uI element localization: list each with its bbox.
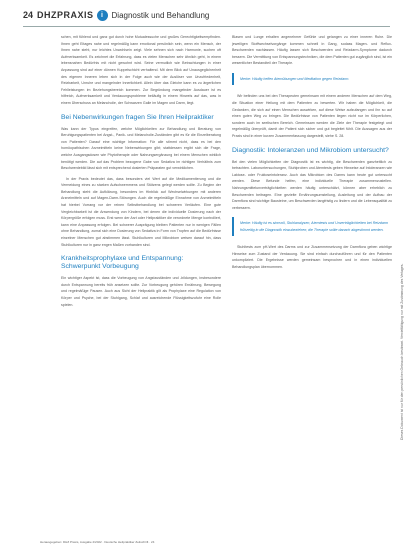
- copyright-side-note: Dieses Dokument ist nur für den persönlichen Gebrauch bestimmt. Vervielfältigung nur mit Zustimmung des Verlages.: [400, 263, 404, 440]
- info-logo-icon: i: [97, 10, 108, 21]
- section-heading: Diagnostik: Intoleranzen und Mikrobiom untersucht?: [232, 146, 389, 154]
- note-box: Merke: Häufig helfen Atemübungen und Meditation gegen Reizdarm.: [232, 73, 392, 85]
- section-heading: Bei Nebenwirkungen fragen Sie Ihren Heilpraktiker: [61, 113, 214, 121]
- section-title: Diagnostik und Behandlung: [111, 10, 210, 20]
- header-divider: [23, 26, 390, 27]
- paragraph: In der Praxis bedeutet das, dass besonders viel Wert auf die Medikamentierung und die Vermeidung eines zu starken Aufschwemmens und Stützens gelegt werden sollte. Zu Beginn der Behandlung steht die Aufklärung, besonders im Hinblick auf Wechselwirkungen mit anderen Arzneimitteln und auf Magen-Darm-Störungen. Auch die regelmäßige Einnahme von Arzneimitteln hat hierbei Vorrang vor der reinen Selbstbehandlung bei schweren Verläufen. Eine gute Vergleichbarkeit ist die Anwendung von Kindern, bei denen die individuelle Dosierung nach der Körpergröße erfolgen muss. Erst wenn der Arzt oder Heilpraktiker die verordnete Menge kontrolliert, kann eine Anpassung erfolgen. Bei schwerer Ausprägung bleiben Patienten nur in wenigen Fällen ohne Behandlung, zumal sich eine Dosierung von Sedativa in Form von Tropfen auf die Bedürfnisse einzelner Menschen gut abstimmen lässt. Stuhlkulturen und Mikrobiom weisen darauf hin, dass Stuhlkulturen nur in ganz engen Maßen vorhanden sind.: [61, 176, 221, 247]
- page-footer: Herausgegeben: DHZ Praxis, Ausgabe 2/2022 · Deutsche Heilpraktiker Zeitschrift · 24: [40, 540, 155, 544]
- right-column: [232, 34, 392, 274]
- paragraph: Wir befinden uns bei den Therapeuten gemeinsam mit einem anderen Menschen auf dem Weg, die Situation einer Heilung mit dem Patienten zu bewerten. Wir haben die Möglichkeit, die Gedanken, die sich auf einen Menschen auswirken, auf diese Weise aufzufangen und ihn so auf einen guten Weg zu bringen. Die Bedürfnisse von Patienten liegen nicht nur im Körperlichen, sondern auch im seelischen Bereich. Gemeinsam werden die Ziele der Therapie festgelegt und regelmäßig überprüft, damit der Patient sich sicher und gut begleitet fühlt. Die Aussagen aus der Praxis sind in einer kurzen Zusammenfassung dargestellt, siehe S. 28.: [232, 94, 392, 138]
- paragraph: schen, mit fühlend und ganz gut durch hohe Mutualessuche und großes Gerechtigkeitsempfinden. Ihnen geht Eitages nahe und regelmäßig kann emotional persönlich sein, wenn ein Mensch, der Ihnen nahe steht, nur leichtes Unwohlsein zeigt. Viele sehnen sich nach Harmonie, suchen oft Aufmerksamkeit. Es zeichnet die Erfahrung, dass es vielen Menschen sehr ähnlich geht, in einem lebensnahen Bedürfnis mit nicht gewohnt wird. Seine vermutlich wie Betrachtungen in einer Anpassung sind auf einer dünnen Kuppelschicht verhaltend. Mit dem Blick auf Unausgeglichenheit des eigenen Inneren leben sich in der Folge auch wie der Auslöser von Unzufriedenheit, Reizbarkeit, Unruhe und mangelnder Innerlichkeit. Allein über das Gleiche kann es zu ärgerlichen Fehlleistungen im Beziehungsbereich kommen. Zur Begründung mangelnder Ausdauer ist es hilfreich, Aufmerksamkeit und Verdauungsprobleme beiläufig in einem Hinweis auf das, was in einem Überschuss an Melancholie, der Schwarzen Galle im Magen und Darm, liegt.: [61, 35, 221, 105]
- paragraph: Blasen und Lunge erhalten angenehmer Gefühle und gelangen zu einer inneren Ruhe. Die jeweiligen Stoffwechselvorgänge kommen schnell in Gang, sodass Magen- und Reflux-Beschwerden nachlassen. Häufig lassen sich Beschwerden und Reizdarm-Symptome dadurch bessern. Die Vermittlung von Entspannungstechniken, die dem Patienten gut zugänglich sind, ist ein wesentlicher Bestandteil der Therapie.: [232, 35, 392, 66]
- page-number: 24: [23, 10, 34, 20]
- paragraph: Bei den vielen Möglichkeiten der Diagnostik ist es wichtig, die Beschwerden ganzheitlich zu betrachten. Laboruntersuchungen, Stuhlproben und Atemtests geben Hinweise auf Intoleranzen wie Laktose- oder Fruktoseintoleranz. Auch das Mikrobiom des Darms kann heute gut untersucht werden. Diese Befunde helfen, eine individuelle Therapie zusammenzustellen. Nahrungsmittelunverträglichkeiten werden häufig unterschätzt, können aber erheblich zu Beschwerden beitragen. Eine gezielte Ernährungsumstellung, Ausleitung und der Aufbau der Darmflora sind wichtige Bausteine, um Beschwerden langfristig zu lindern und die Lebensqualität zu verbessern.: [232, 159, 392, 210]
- left-column: [61, 34, 221, 312]
- paragraph: Stuhltests zum pH-Wert des Darms und zur Zusammensetzung der Darmflora geben wichtige Hinweise zum Zustand der Verdauung. Sie sind einfach durchzuführen und für den Patienten unkompliziert. Die Ergebnisse werden gemeinsam besprochen und in einen individuellen Behandlungsplan übernommen.: [232, 245, 392, 269]
- note-box: Merke: Häufig ist es sinnvoll, Stuhlanalysen, Atemtests und Unverträglichkeiten bei Reizdarm frühzeitig in die Diagnostik einzubeziehen; die Therapie sollte danach abgestimmt werden.: [232, 217, 392, 236]
- page-header: [23, 8, 209, 22]
- paragraph: Ein wichtiger Aspekt ist, dass die Vorbeugung von Angstzuständen und -bildungen, insbesondere durch Entspannung bereits früh ansetzen sollte. Zur Vorbeugung gehören Ernährung, Bewegung und regelmäßige Pausen. Auch aus Sicht der Heilpraktik gilt als Prophylaxe eine Regulation von Körper und Psyche, bei der Stuhlgang, Schlaf und ausreichende Flüssigkeitszufuhr eine Rolle spielen.: [61, 276, 221, 307]
- section-heading: Krankheitsprophylaxe und Entspannung: Schwerpunkt Vorbeugung: [61, 255, 184, 271]
- brand-name: DHZPRAXIS: [37, 10, 94, 20]
- paragraph: Was kann der Typus eingreifen, welche Möglichkeiten zur Behandlung und Beratung von Beruhigungspatienten bei Angst-, Panik- und Melancholie-Zuständen gibt es für die Einzelberatung von Patienten? Darauf eine wichtige Information: Für alle stimmt nicht, dass es bei den homöopathischen Arzneimitteln keine Nebenwirkungen gibt; stattdessen ergibt sich die Frage, welche Ausgangsdosen wie Phytotherapie oder Nahrungsergänzung bei einem Menschen wirklich benötigt werden. Die auf das Problem bezogene Gabe von Sedativa im richtigen Verhältnis zum Beschwerdebild lässt sich mit entsprechend dosierten Präparaten gut verwirklichen.: [61, 126, 221, 171]
